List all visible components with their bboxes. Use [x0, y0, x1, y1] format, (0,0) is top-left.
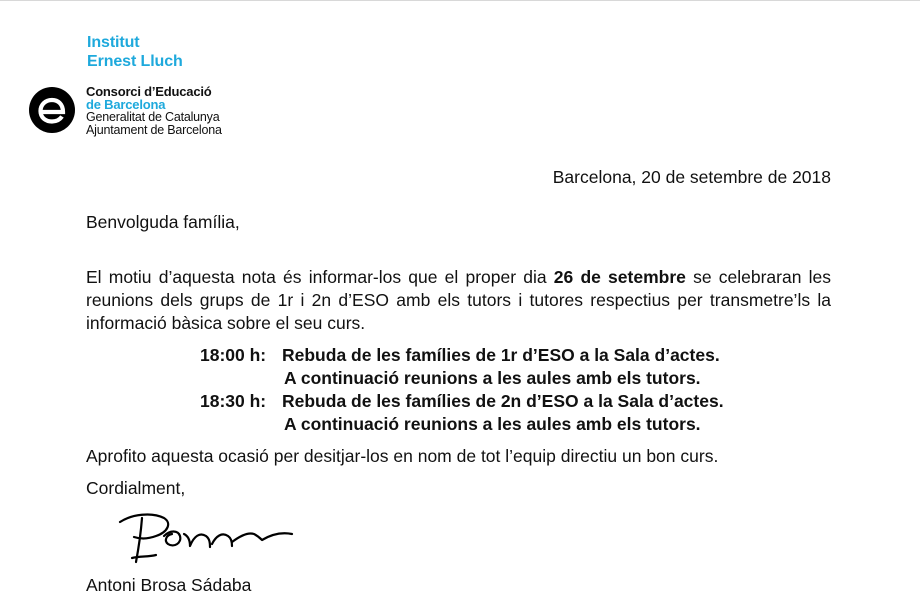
consorci-line1: Consorci d’Educació [86, 84, 212, 99]
letter-date: Barcelona, 20 de setembre de 2018 [552, 167, 831, 187]
schedule-row [200, 390, 724, 413]
consorci-line3: Generalitat de Catalunya [86, 110, 220, 124]
institute-name [87, 33, 183, 71]
letter-greeting: Benvolguda família, [86, 212, 240, 232]
signer-name: Antoni Brosa Sádaba [86, 575, 252, 595]
schedule-line1: Rebuda de les famílies de 1r d’ESO a la Sala d’actes. [282, 345, 720, 365]
institute-name-line1: Institut [87, 34, 140, 51]
handwritten-signature [112, 506, 302, 568]
consorci-line2: de Barcelona [86, 97, 166, 112]
schedule-line2: A continuació reunions a les aules amb els tutors. [284, 368, 701, 388]
top-border [0, 0, 920, 1]
body-part2: se celebraran les reunions dels grups de 1r i 2n d’ESO amb els tutors i tutores respectius per transmetre’ls la informació bàsica sobre el seu curs. [86, 267, 831, 333]
meeting-schedule [200, 344, 724, 436]
consorci-text [86, 85, 222, 137]
body-part1: El motiu d’aquesta nota és informar-los que el proper dia [86, 267, 554, 287]
meeting-date: 26 de setembre [553, 267, 686, 287]
schedule-time: 18:00 h: [200, 345, 267, 365]
sign-off: Cordialment, [86, 478, 186, 498]
schedule-row [200, 344, 724, 367]
schedule-line1: Rebuda de les famílies de 2n d’ESO a la Sala d’actes. [282, 391, 724, 411]
letter-closing: Aprofito aquesta ocasió per desitjar-los en nom de tot l’equip directiu un bon curs. [86, 446, 719, 466]
schedule-time: 18:30 h: [200, 391, 267, 411]
letter-body [86, 266, 831, 335]
consorci-line4: Ajuntament de Barcelona [86, 123, 222, 137]
consorci-logo-icon [28, 86, 76, 134]
institute-name-line2: Ernest Lluch [87, 53, 183, 70]
schedule-line2: A continuació reunions a les aules amb els tutors. [284, 414, 701, 434]
